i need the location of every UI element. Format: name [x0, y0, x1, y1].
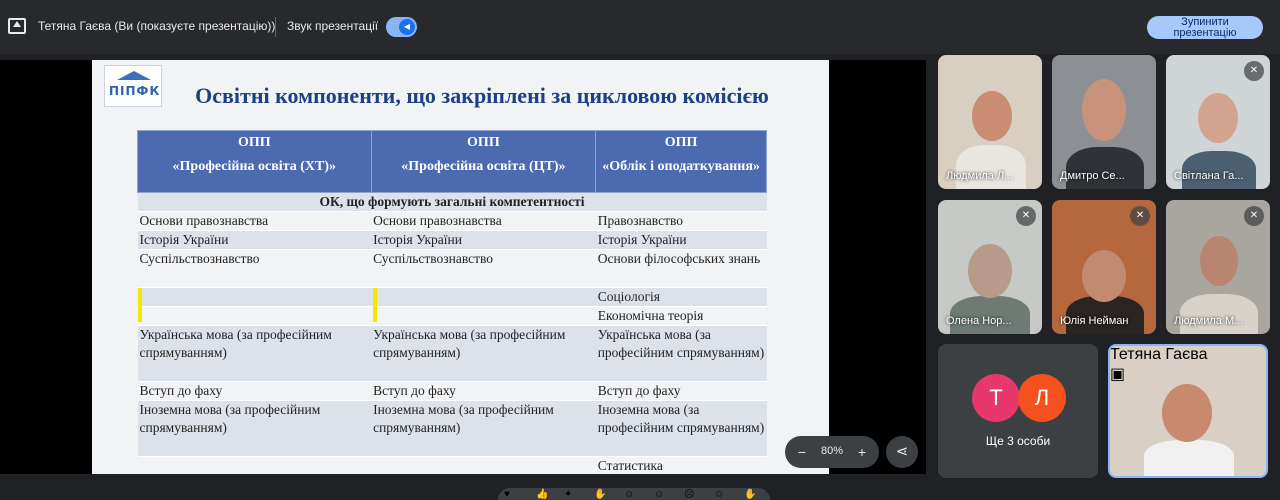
- section-heading: ОК, що формують загальні компетентності: [138, 193, 767, 212]
- column-header: ОПП «Професійна освіта (ЦТ)»: [371, 131, 596, 193]
- zoom-in-icon[interactable]: +: [857, 444, 867, 460]
- table-row: Вступ до фаху Вступ до фаху Вступ до фаху: [138, 382, 767, 401]
- zoom-level: 80%: [820, 445, 844, 457]
- more-participants-label: Ще 3 особи: [985, 434, 1051, 448]
- participant-name: Дмитро Се...: [1060, 170, 1125, 182]
- presentation-slide: [92, 60, 829, 474]
- person-head: [1082, 79, 1126, 141]
- surprised-reaction-icon[interactable]: ☺: [654, 489, 665, 500]
- logo-text: ПІПФК: [109, 84, 161, 98]
- divider: [275, 17, 276, 37]
- muted-mic-icon: ✕: [1016, 206, 1036, 226]
- sad-reaction-icon[interactable]: ☹: [684, 489, 695, 500]
- table-row: Економічна теорія: [138, 307, 767, 326]
- participant-tile[interactable]: [1166, 200, 1270, 334]
- presentation-audio-toggle[interactable]: [386, 17, 417, 37]
- person-head: [1082, 250, 1126, 302]
- presenter-label: Тетяна Гаєва (Ви (показуєте презентацію)): [38, 19, 276, 33]
- logo-roof-shape: [117, 70, 151, 80]
- college-logo: [104, 65, 162, 107]
- table-row: Українська мова (за професійним спрямуванням) Українська мова (за професійним спрямуванням) Українська мова (за професійним спрямуванням): [138, 326, 767, 382]
- highlight-mark: [138, 288, 142, 322]
- presentation-stage: [0, 60, 926, 474]
- table-row: Іноземна мова (за професійним спрямуванням) Іноземна мова (за професійним спрямуванням) Іноземна мова (за професійним спрямуванням): [138, 401, 767, 457]
- thumbs-up-reaction-icon[interactable]: 👍: [536, 489, 549, 500]
- presentation-audio-label: Звук презентації: [287, 19, 379, 33]
- table-row: Статистика: [138, 457, 767, 475]
- self-view-tile[interactable]: [1108, 344, 1268, 478]
- stop-presenting-button[interactable]: Зупинити презентацію: [1147, 16, 1263, 39]
- column-header: ОПП «Професійна освіта (ХТ)»: [138, 131, 372, 193]
- participant-name: Юлія Нейман: [1060, 315, 1129, 327]
- components-table: [137, 130, 767, 474]
- celebrate-reaction-icon[interactable]: ✦: [564, 489, 573, 500]
- participant-tile[interactable]: [1166, 55, 1270, 189]
- self-name: Тетяна Гаєва: [1110, 346, 1208, 363]
- person-body: [1144, 440, 1234, 478]
- clap-reaction-icon[interactable]: ✋: [594, 489, 607, 500]
- muted-mic-icon: ✕: [1244, 206, 1264, 226]
- column-header: ОПП «Облік і оподаткування»: [596, 131, 767, 193]
- laugh-reaction-icon[interactable]: ☺: [624, 489, 635, 500]
- slide-title: Освітні компоненти, що закріплені за цикловою комісією: [195, 83, 769, 108]
- person-head: [1198, 93, 1238, 143]
- person-body: [956, 145, 1026, 189]
- participant-tile[interactable]: [1052, 55, 1156, 189]
- person-head: [972, 91, 1012, 141]
- person-body: [1180, 294, 1258, 334]
- more-participants-tile[interactable]: [938, 344, 1098, 478]
- participant-avatar: Л: [1018, 374, 1066, 422]
- reactions-bar: [498, 488, 770, 500]
- participant-name: Людмила Л...: [946, 170, 1014, 182]
- participant-avatar: Т: [972, 374, 1020, 422]
- zoom-control: [785, 436, 879, 468]
- person-head: [1200, 236, 1238, 286]
- participant-name: Людмила М...: [1174, 315, 1244, 327]
- participant-name: Олена Нор...: [946, 315, 1012, 327]
- participant-tile[interactable]: [938, 55, 1042, 189]
- thumbs-down-reaction-icon[interactable]: ✋: [744, 489, 757, 500]
- highlight-mark: [373, 288, 377, 322]
- person-head: [1162, 384, 1212, 442]
- zoom-out-icon[interactable]: −: [797, 444, 807, 460]
- participant-tile[interactable]: [938, 200, 1042, 334]
- meeting-topbar: [0, 0, 1280, 54]
- muted-mic-icon: ✕: [1244, 61, 1264, 81]
- table-row: Соціологія: [138, 288, 767, 307]
- present-screen-icon: [8, 18, 26, 34]
- share-icon[interactable]: ⋖: [886, 436, 918, 468]
- pip-icon[interactable]: ▣: [1110, 366, 1126, 383]
- table-row: Історія України Історія України Історія України: [138, 231, 767, 250]
- person-head: [968, 244, 1012, 298]
- speaker-icon: ◀: [399, 19, 415, 35]
- person-body: [1066, 147, 1144, 189]
- participant-name: Світлана Га...: [1174, 170, 1244, 182]
- table-row: Суспільствознавство Суспільствознавство Основи філософських знань: [138, 250, 767, 288]
- participant-tile[interactable]: [1052, 200, 1156, 334]
- muted-mic-icon: ✕: [1130, 206, 1150, 226]
- table-row: Основи правознавства Основи правознавства Правознавство: [138, 212, 767, 231]
- think-reaction-icon[interactable]: ☺: [714, 489, 725, 500]
- heart-reaction-icon[interactable]: ♥: [504, 489, 510, 500]
